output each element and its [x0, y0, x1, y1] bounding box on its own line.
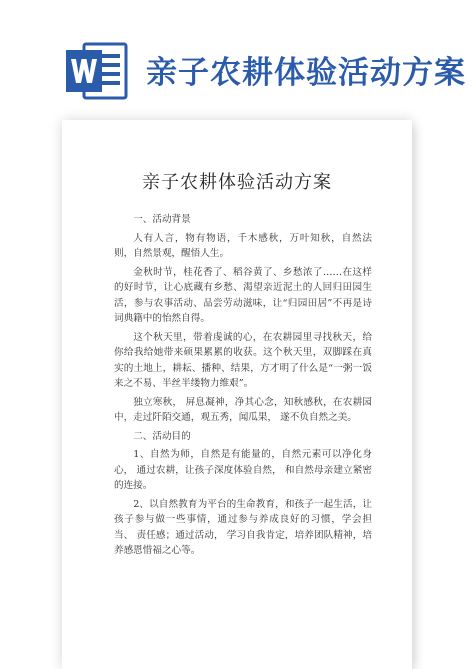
paragraph: 人有人言，物有物语，千木感秋，万叶知秋，自然法则，自然景观，醒悟人生。 — [114, 232, 372, 259]
section-heading-purpose: 二、活动目的 — [133, 430, 191, 442]
document-title: 亲子农耕体验活动方案 — [142, 172, 332, 193]
document-body — [114, 212, 372, 562]
paragraph: 2、以自然教育为平台的生命教育，和孩子一起生活，让孩子参与做一些事情，通过参与养成良好的习惯，学会担当、 责任感；通过活动， 学习自我肯定，培养团队精神，培养感恩惜福之心等。 — [114, 498, 372, 556]
banner-title: 亲子农耕体验活动方案 — [146, 55, 466, 91]
header-banner — [0, 0, 474, 112]
section-heading-background: 一、活动背景 — [133, 214, 191, 225]
paragraph: 这个秋天里，带着虔诚的心，在农耕园里寻找秋天，给你给我给她带来硕果累累的收获。这个秋天里，双脚踩在真实的土地上，耕耘、播种、结果，方才明了什么是“一粥一饭来之不易、半丝半缕物力维艰”。 — [114, 331, 372, 389]
paragraph: 独立寒秋， 屏息凝神，净其心念，知秋感秋，在农耕园中，走过阡陌交通，观五秀，闻瓜果， 遂不负自然之美。 — [114, 396, 372, 423]
paragraph: 1、自然为师，自然是有能量的，自然元素可以净化身心， 通过农耕，让孩子深度体验自然， 和自然母亲建立紧密的连接。 — [114, 449, 372, 491]
paragraph: 金秋时节，桂花香了、稻谷黄了、乡愁浓了……在这样的好时节，让心底藏有乡愁、渴望亲近泥土的人回归田园生活，参与农事活动、品尝劳动滋味，让“归园田居”不再是诗词典籍中的怡然自得。 — [114, 266, 372, 324]
document-page — [62, 120, 412, 669]
word-document-icon — [66, 42, 128, 100]
